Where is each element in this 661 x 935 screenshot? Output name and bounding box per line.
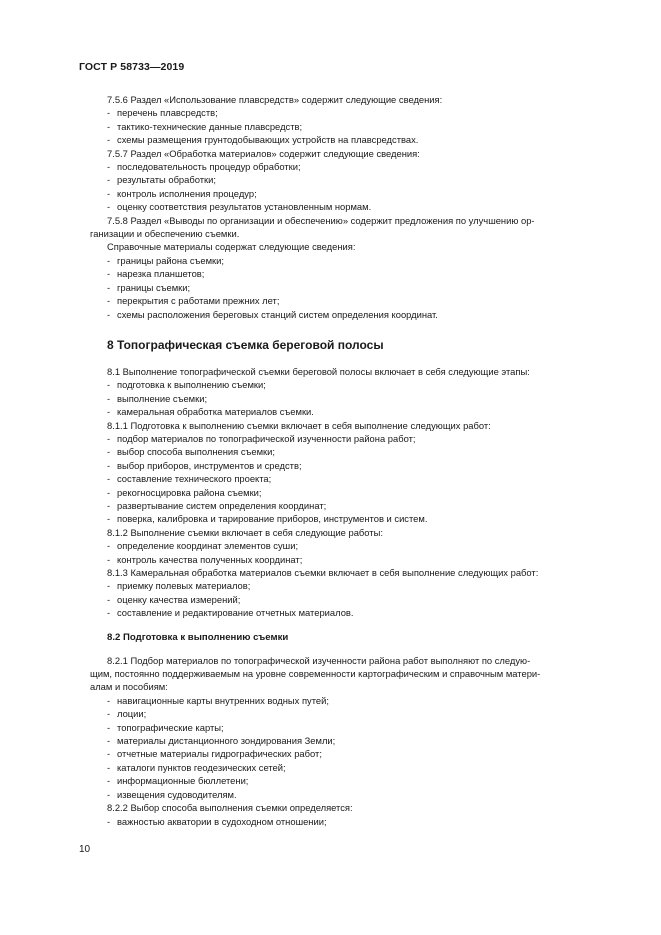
- list-item-text: контроль исполнения процедур;: [117, 187, 257, 199]
- list-item: [90, 445, 610, 458]
- list-item: [90, 392, 610, 405]
- list-marker: -: [107, 187, 111, 199]
- list-marker: -: [107, 499, 111, 511]
- list-marker: -: [107, 748, 111, 760]
- section-7-5-text: [90, 93, 610, 321]
- paragraph-line: 7.5.6 Раздел «Использование плавсредств» содержит следующие сведения:: [107, 94, 443, 105]
- list-item-text: контроль качества полученных координат;: [117, 553, 303, 565]
- list-marker: -: [107, 201, 111, 213]
- list-marker: -: [107, 120, 111, 132]
- paragraph-line: 8.1.1 Подготовка к выполнению съемки включает в себя выполнение следующих работ:: [107, 419, 491, 431]
- list-marker: -: [107, 459, 111, 471]
- list-item: [90, 405, 610, 418]
- list-item-text: каталоги пунктов геодезических сетей;: [117, 761, 286, 773]
- list-marker: -: [107, 735, 111, 747]
- paragraph-line: 7.5.8 Раздел «Выводы по организации и обеспечению» содержит предложения по улучшению ор-: [107, 214, 535, 226]
- list-item: [90, 294, 610, 307]
- list-item-text: результаты обработки;: [117, 174, 216, 186]
- list-marker: -: [107, 295, 111, 307]
- page-number: 10: [79, 844, 91, 855]
- paragraph-line: щим, постоянно поддерживаемым на уровне современности картографическим и справочным матери-: [90, 668, 541, 680]
- list-marker: -: [107, 694, 111, 706]
- list-item-text: составление и редактирование отчетных материалов.: [117, 607, 354, 619]
- list-item-text: оценку качества измерений;: [117, 593, 241, 605]
- list-item-text: развертывание систем определения координат;: [117, 499, 327, 511]
- list-item: [90, 761, 610, 774]
- list-item-text: границы района съемки;: [117, 254, 224, 266]
- paragraph-line: 8.1.3 Камеральная обработка материалов съемки включает в себя выполнение следующих работ:: [107, 567, 539, 578]
- list-item-text: отчетные материалы гидрографических работ;: [117, 748, 322, 760]
- list-item: [90, 815, 610, 828]
- list-marker: -: [107, 553, 111, 565]
- list-item-text: подготовка к выполнению съемки;: [117, 379, 266, 391]
- list-marker: -: [107, 473, 111, 485]
- section-8-2-text: [90, 654, 610, 828]
- list-item: [90, 721, 610, 734]
- list-item-text: поверка, калибровка и тарирование приборов, инструментов и систем.: [117, 513, 428, 525]
- list-item-text: приемку полевых материалов;: [117, 580, 251, 592]
- paragraph-line: 8.1 Выполнение топографической съемки береговой полосы включает в себя следующие этапы:: [107, 365, 530, 377]
- list-item-text: последовательность процедур обработки;: [117, 161, 301, 173]
- list-item: [90, 747, 610, 760]
- list-item-text: тактико-технические данные плавсредств;: [117, 120, 303, 132]
- list-marker: -: [107, 379, 111, 391]
- list-item-text: выбор приборов, инструментов и средств;: [117, 459, 302, 471]
- list-item-text: схемы расположения береговых станций систем определения координат.: [117, 308, 438, 320]
- list-item: [90, 106, 610, 119]
- list-item: [90, 486, 610, 499]
- document-body: [90, 93, 610, 828]
- list-item-text: материалы дистанционного зондирования Земли;: [117, 735, 336, 747]
- list-marker: -: [107, 432, 111, 444]
- paragraph-line: ганизации и обеспечению съемки.: [90, 228, 240, 240]
- list-marker: -: [107, 775, 111, 787]
- list-marker: -: [107, 392, 111, 404]
- section-8-1-text: [90, 365, 610, 620]
- list-item-text: оценку соответствия результатов установленным нормам.: [117, 201, 372, 213]
- list-marker: -: [107, 540, 111, 552]
- list-marker: -: [107, 607, 111, 619]
- list-item: [90, 267, 610, 280]
- list-item: [90, 734, 610, 747]
- list-item-text: рекогносцировка района съемки;: [117, 486, 262, 498]
- list-item-text: выполнение съемки;: [117, 392, 208, 404]
- list-item-text: перекрытия с работами прежних лет;: [117, 295, 280, 307]
- list-item: [90, 499, 610, 512]
- list-marker: -: [107, 174, 111, 186]
- list-item-text: навигационные карты внутренних водных путей;: [117, 694, 329, 706]
- section-8-heading: 8 Топографическая съемка береговой полосы: [107, 337, 384, 352]
- list-marker: -: [107, 513, 111, 525]
- list-item: [90, 308, 610, 321]
- list-item: [90, 187, 610, 200]
- list-item: [90, 606, 610, 619]
- list-marker: -: [107, 446, 111, 458]
- list-item-text: информационные бюллетени;: [117, 775, 249, 787]
- list-marker: -: [107, 815, 111, 827]
- list-item: [90, 378, 610, 391]
- list-item-text: камеральная обработка материалов съемки.: [117, 406, 314, 418]
- paragraph-line: 8.2.2 Выбор способа выполнения съемки определяется:: [107, 802, 353, 814]
- list-item: [90, 512, 610, 525]
- paragraph-line: 8.1.2 Выполнение съемки включает в себя следующие работы:: [107, 526, 383, 538]
- list-item-text: подбор материалов по топографической изученности района работ;: [117, 432, 416, 444]
- list-item: [90, 788, 610, 801]
- list-item-text: границы съемки;: [117, 281, 191, 293]
- paragraph-line: Справочные материалы содержат следующие сведения:: [107, 241, 356, 253]
- list-item: [90, 200, 610, 213]
- list-marker: -: [107, 788, 111, 800]
- subsection-8-2-heading: 8.2 Подготовка к выполнению съемки: [107, 631, 289, 643]
- list-marker: -: [107, 406, 111, 418]
- list-marker: -: [107, 486, 111, 498]
- list-item-text: определение координат элементов суши;: [117, 540, 299, 552]
- list-item: [90, 553, 610, 566]
- list-item: [90, 593, 610, 606]
- paragraph-line: 8.2.1 Подбор материалов по топографической изученности района работ выполняют по следую-: [107, 654, 531, 666]
- list-item: [90, 120, 610, 133]
- list-item: [90, 472, 610, 485]
- list-marker: -: [107, 580, 111, 592]
- list-item-text: перечень плавсредств;: [117, 107, 218, 119]
- list-item: [90, 539, 610, 552]
- list-item-text: топографические карты;: [117, 721, 224, 733]
- list-item-text: важностью акватории в судоходном отношении;: [117, 815, 327, 827]
- list-item: [90, 459, 610, 472]
- list-item: [90, 694, 610, 707]
- list-marker: -: [107, 721, 111, 733]
- list-item-text: нарезка планшетов;: [117, 268, 205, 280]
- list-marker: -: [107, 134, 111, 146]
- list-item: [90, 432, 610, 445]
- list-item-text: схемы размещения грунтодобывающих устройств на плавсредствах.: [117, 134, 419, 146]
- list-item: [90, 173, 610, 186]
- list-marker: -: [107, 161, 111, 173]
- list-item: [90, 133, 610, 146]
- list-item: [90, 774, 610, 787]
- list-marker: -: [107, 708, 111, 720]
- list-item: [90, 254, 610, 267]
- list-item: [90, 707, 610, 720]
- list-marker: -: [107, 281, 111, 293]
- paragraph-line: алам и пособиям:: [90, 681, 168, 693]
- list-marker: -: [107, 107, 111, 119]
- list-item-text: составление технического проекта;: [117, 473, 272, 485]
- list-marker: -: [107, 308, 111, 320]
- list-item-text: лоции;: [117, 708, 147, 720]
- paragraph-line: 7.5.7 Раздел «Обработка материалов» содержит следующие сведения:: [107, 147, 420, 159]
- list-marker: -: [107, 761, 111, 773]
- list-marker: -: [107, 268, 111, 280]
- list-item-text: извещения судоводителям.: [117, 788, 237, 800]
- list-item: [90, 160, 610, 173]
- list-marker: -: [107, 254, 111, 266]
- list-item-text: выбор способа выполнения съемки;: [117, 446, 275, 458]
- document-header: ГОСТ Р 58733—2019: [79, 61, 185, 73]
- list-marker: -: [107, 593, 111, 605]
- list-item: [90, 579, 610, 592]
- list-item: [90, 281, 610, 294]
